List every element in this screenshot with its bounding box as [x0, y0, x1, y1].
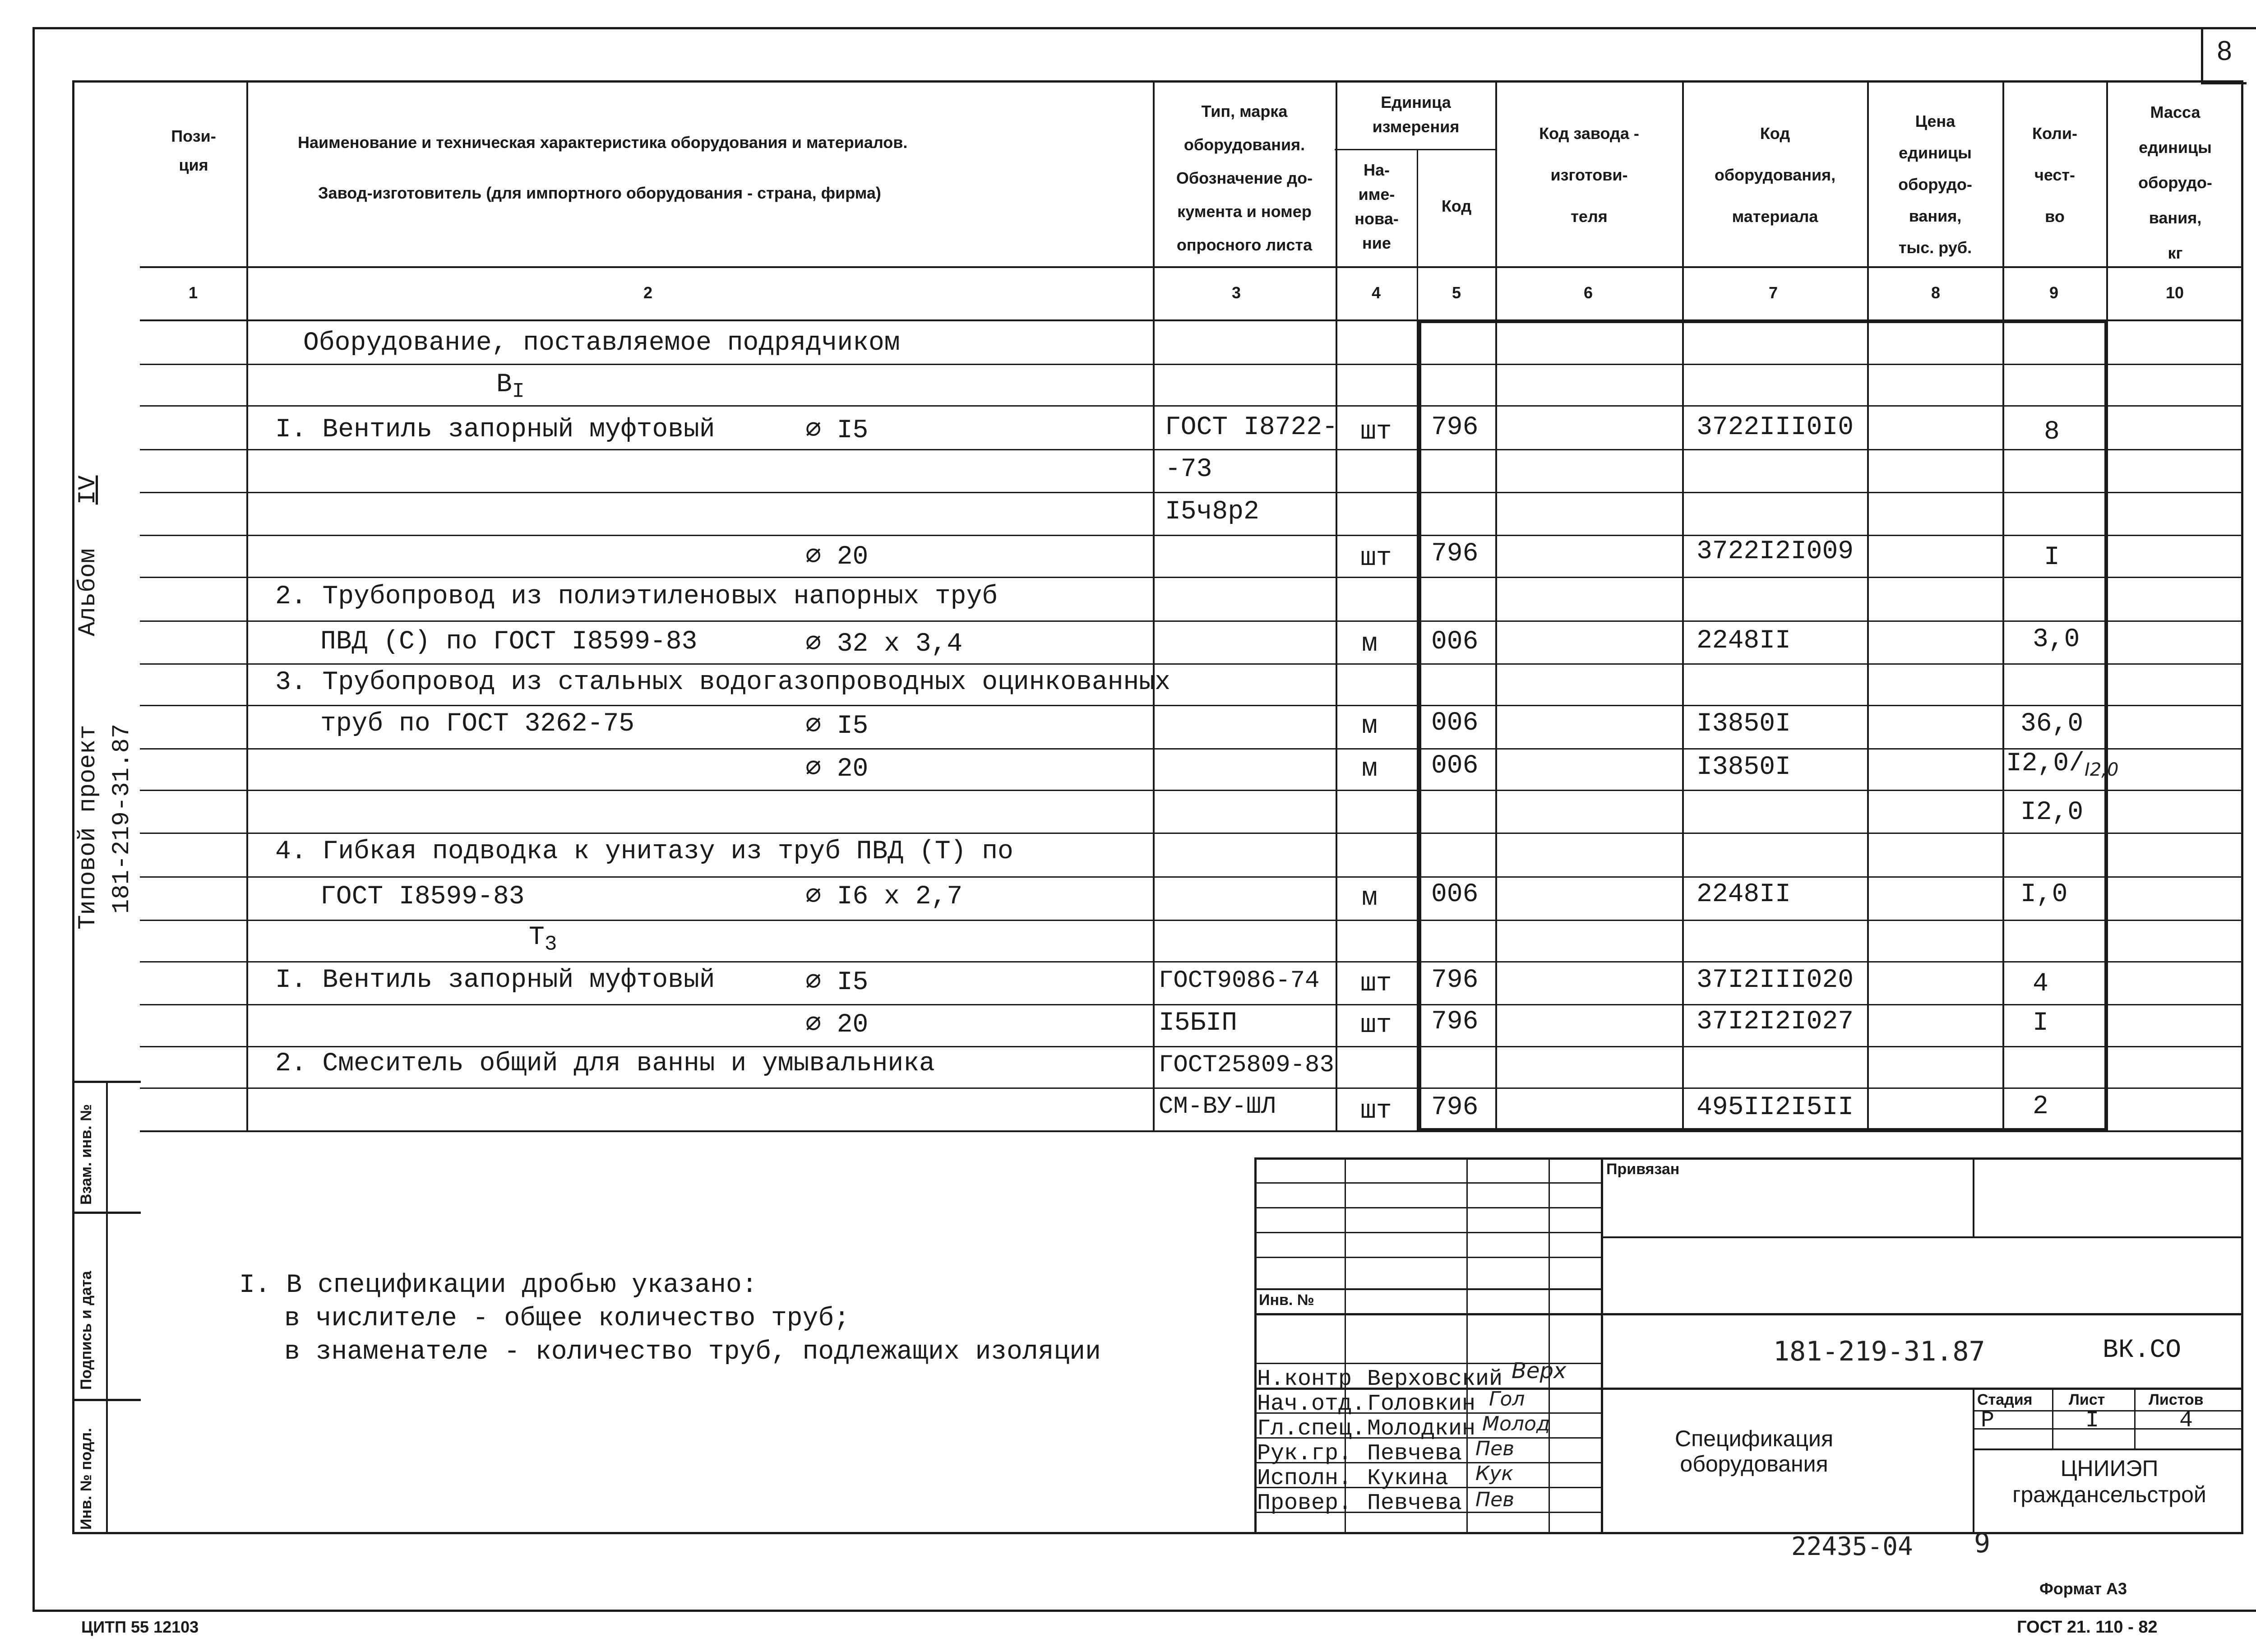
page-number: 9: [1974, 1527, 1991, 1559]
notes: I. В спецификации дробью указано: в числителе - общее количество труб; в знаменателе - количество труб, подлежащих изоляции: [239, 1271, 1101, 1367]
row-name: I. Вентиль запорный муфтовый: [275, 966, 715, 995]
row-type: -73: [1165, 455, 1212, 484]
stage-value: Р: [1981, 1408, 1995, 1434]
row-name: 2. Смеситель общий для ванны и умывальника: [275, 1049, 935, 1078]
row-qty: I,0: [2020, 880, 2068, 909]
header-factory-code: Код завода - изготови- теля: [1539, 124, 1639, 226]
row-unit: шт: [1360, 544, 1392, 573]
person-name: Певчева: [1367, 1490, 1462, 1516]
row-code: 796: [1431, 1007, 1479, 1037]
row-code: 006: [1431, 627, 1479, 657]
row-code: 796: [1431, 1093, 1479, 1122]
row-unit: м: [1362, 884, 1378, 913]
signature: Гол: [1489, 1388, 1525, 1411]
header-unit-code: Код: [1441, 197, 1472, 215]
col-number: 8: [1931, 283, 1941, 302]
col-number: 4: [1371, 283, 1381, 302]
row-qty: 36,0: [2020, 709, 2084, 739]
col-number: 5: [1452, 283, 1461, 302]
row-type: ГОСТ9086-74: [1159, 967, 1320, 995]
row-qty: I: [2044, 543, 2060, 572]
row-material: I3850I: [1697, 753, 1791, 782]
row-code: 796: [1431, 413, 1479, 442]
row-type: ГОСТ25809-83: [1159, 1051, 1334, 1079]
row-code: 006: [1431, 708, 1479, 738]
privyazan-label: Привязан: [1606, 1161, 1680, 1178]
signature: Молод: [1482, 1412, 1550, 1435]
sheets-label: Листов: [2149, 1391, 2204, 1408]
person-name: Молодкин: [1367, 1416, 1476, 1442]
header-mass: Масса единицы оборудо- вания, кг: [2138, 103, 2212, 262]
header-qty: Коли- чест- во: [2032, 124, 2078, 226]
header-type: Тип, марка оборудования. Обозначение до- кумента и номер опросного листа: [1176, 102, 1313, 254]
inv-no-label: Инв. №: [1259, 1291, 1314, 1309]
row-code: 006: [1431, 751, 1479, 781]
role-label: Нач.отд.: [1257, 1391, 1366, 1417]
person-name: Кукина: [1367, 1466, 1449, 1491]
signature: Кук: [1475, 1462, 1513, 1485]
row-material: 3722I2I009: [1697, 537, 1854, 566]
doc-number: 181-219-31.87: [1773, 1336, 1985, 1367]
vzam-inv-label: Взам. инв. №: [78, 1104, 95, 1205]
row-qty: I2,0: [2020, 798, 2084, 827]
role-label: Н.контр: [1257, 1366, 1352, 1392]
row-name: 2. Трубопровод из полиэтиленовых напорных труб: [275, 582, 998, 611]
sheet-value: I: [2085, 1408, 2099, 1434]
row-material: 2248II: [1697, 880, 1791, 909]
role-label: Исполн.: [1257, 1466, 1352, 1491]
row-diameter: ⌀ I5: [805, 712, 869, 741]
row-unit: шт: [1360, 969, 1392, 999]
row-diameter: ⌀ I5: [805, 968, 869, 997]
archive-number: 22435-04: [1791, 1532, 1913, 1561]
row-code: 006: [1431, 880, 1479, 909]
row-name: $В_I$: [496, 370, 525, 403]
row-type: I5ч8р2: [1165, 497, 1259, 527]
row-qty: 3,0: [2033, 625, 2080, 654]
person-name: Верховский: [1367, 1366, 1503, 1392]
row-type: ГОСТ I8722-: [1165, 413, 1338, 442]
stage-label: Стадия: [1977, 1391, 2033, 1408]
person-name: Певчева: [1367, 1441, 1462, 1467]
row-unit: шт: [1360, 417, 1392, 447]
row-name: 4. Гибкая подводка к унитазу из труб ПВД (Т) по: [275, 837, 1013, 866]
gost-label: ГОСТ 21. 110 - 82: [2017, 1618, 2158, 1637]
row-type: СМ-ВУ-ШЛ: [1159, 1093, 1276, 1120]
header-unit-name: На- име- нова- ние: [1355, 161, 1399, 252]
row-material: 495II2I5II: [1697, 1093, 1854, 1122]
row-diameter: ⌀ 20: [805, 754, 869, 784]
col-number: 3: [1231, 283, 1241, 302]
sign-date-label: Подпись и дата: [78, 1271, 95, 1390]
row-material: 37I2III020: [1697, 966, 1854, 995]
role-label: Рук.гр.: [1257, 1441, 1352, 1467]
role-label: Провер.: [1257, 1490, 1352, 1516]
row-material: 37I2I2I027: [1697, 1007, 1854, 1037]
sheets-value: 4: [2179, 1408, 2193, 1434]
row-diameter: ⌀ I6 x 2,7: [805, 882, 963, 912]
row-qty: $I2,0/_{I2,0}$: [2006, 749, 2119, 780]
row-material: 2248II: [1697, 626, 1791, 656]
row-unit: м: [1362, 712, 1378, 741]
person-name: Головкин: [1367, 1391, 1476, 1417]
header-material-code: Код оборудования, материала: [1714, 124, 1836, 226]
row-name: труб по ГОСТ 3262-75: [320, 709, 635, 739]
row-unit: м: [1362, 754, 1378, 784]
row-qty: 2: [2033, 1092, 2048, 1121]
doc-title: Спецификация оборудования: [1675, 1426, 1834, 1476]
header-name: Наименование и техническая характеристика оборудования и материалов. Завод-изготовитель (для импортного оборудования - страна, фирма): [298, 133, 908, 202]
row-name: I. Вентиль запорный муфтовый: [275, 415, 715, 444]
row-code: 796: [1431, 539, 1479, 569]
row-name: Оборудование, поставляемое подрядчиком: [303, 329, 900, 358]
row-diameter: ⌀ 20: [805, 1010, 869, 1040]
project-label: Типовой проект: [74, 725, 102, 930]
sheet-number: 8: [2217, 36, 2232, 66]
row-material: 3722III0I0: [1697, 413, 1854, 442]
row-unit: м: [1362, 629, 1378, 659]
row-name: ГОСТ I8599-83: [320, 882, 525, 912]
header-unit-group: Единица измерения: [1372, 93, 1460, 136]
project-number: 181-219-31.87: [108, 723, 136, 914]
row-diameter: ⌀ 20: [805, 542, 869, 572]
row-unit: шт: [1360, 1011, 1392, 1040]
col-number: 2: [643, 283, 653, 302]
row-name: 3. Трубопровод из стальных водогазопроводных оцинкованных: [275, 668, 1170, 697]
signature: Пев: [1475, 1437, 1515, 1460]
row-diameter: ⌀ 32 x 3,4: [805, 629, 963, 659]
row-qty: 4: [2033, 969, 2048, 999]
signature: Пев: [1475, 1488, 1515, 1511]
row-qty: I: [2033, 1009, 2048, 1038]
sheet-label: Лист: [2069, 1391, 2105, 1408]
col-number: 10: [2165, 283, 2184, 302]
col-number: 1: [188, 283, 198, 302]
header-price: Цена единицы оборудо- вания, тыс. руб.: [1898, 112, 1972, 257]
header-pos: Пози- ция: [171, 127, 216, 174]
col-number: 7: [1768, 283, 1778, 302]
row-type: I5БIП: [1159, 1009, 1238, 1038]
album-label: Альбом IV: [74, 475, 102, 636]
row-diameter: ⌀ I5: [805, 416, 869, 445]
col-number: 6: [1583, 283, 1593, 302]
citp-label: ЦИТП 55 12103: [81, 1618, 199, 1636]
row-code: 796: [1431, 966, 1479, 995]
row-name: ПВД (С) по ГОСТ I8599-83: [320, 627, 698, 657]
col-number: 9: [2049, 283, 2059, 302]
signature: Верх: [1512, 1358, 1567, 1384]
doc-code: ВК.СО: [2103, 1336, 2182, 1365]
org-name: ЦНИИЭП граждансельстрой: [2012, 1456, 2206, 1507]
role-label: Гл.спец.: [1257, 1416, 1366, 1442]
inv-podl-label: Инв. № подл.: [78, 1428, 95, 1530]
row-unit: шт: [1360, 1097, 1392, 1126]
row-material: I3850I: [1697, 709, 1791, 739]
row-name: $Т_3$: [529, 923, 557, 956]
format-label: Формат А3: [2039, 1579, 2127, 1598]
row-qty: 8: [2044, 417, 2060, 447]
